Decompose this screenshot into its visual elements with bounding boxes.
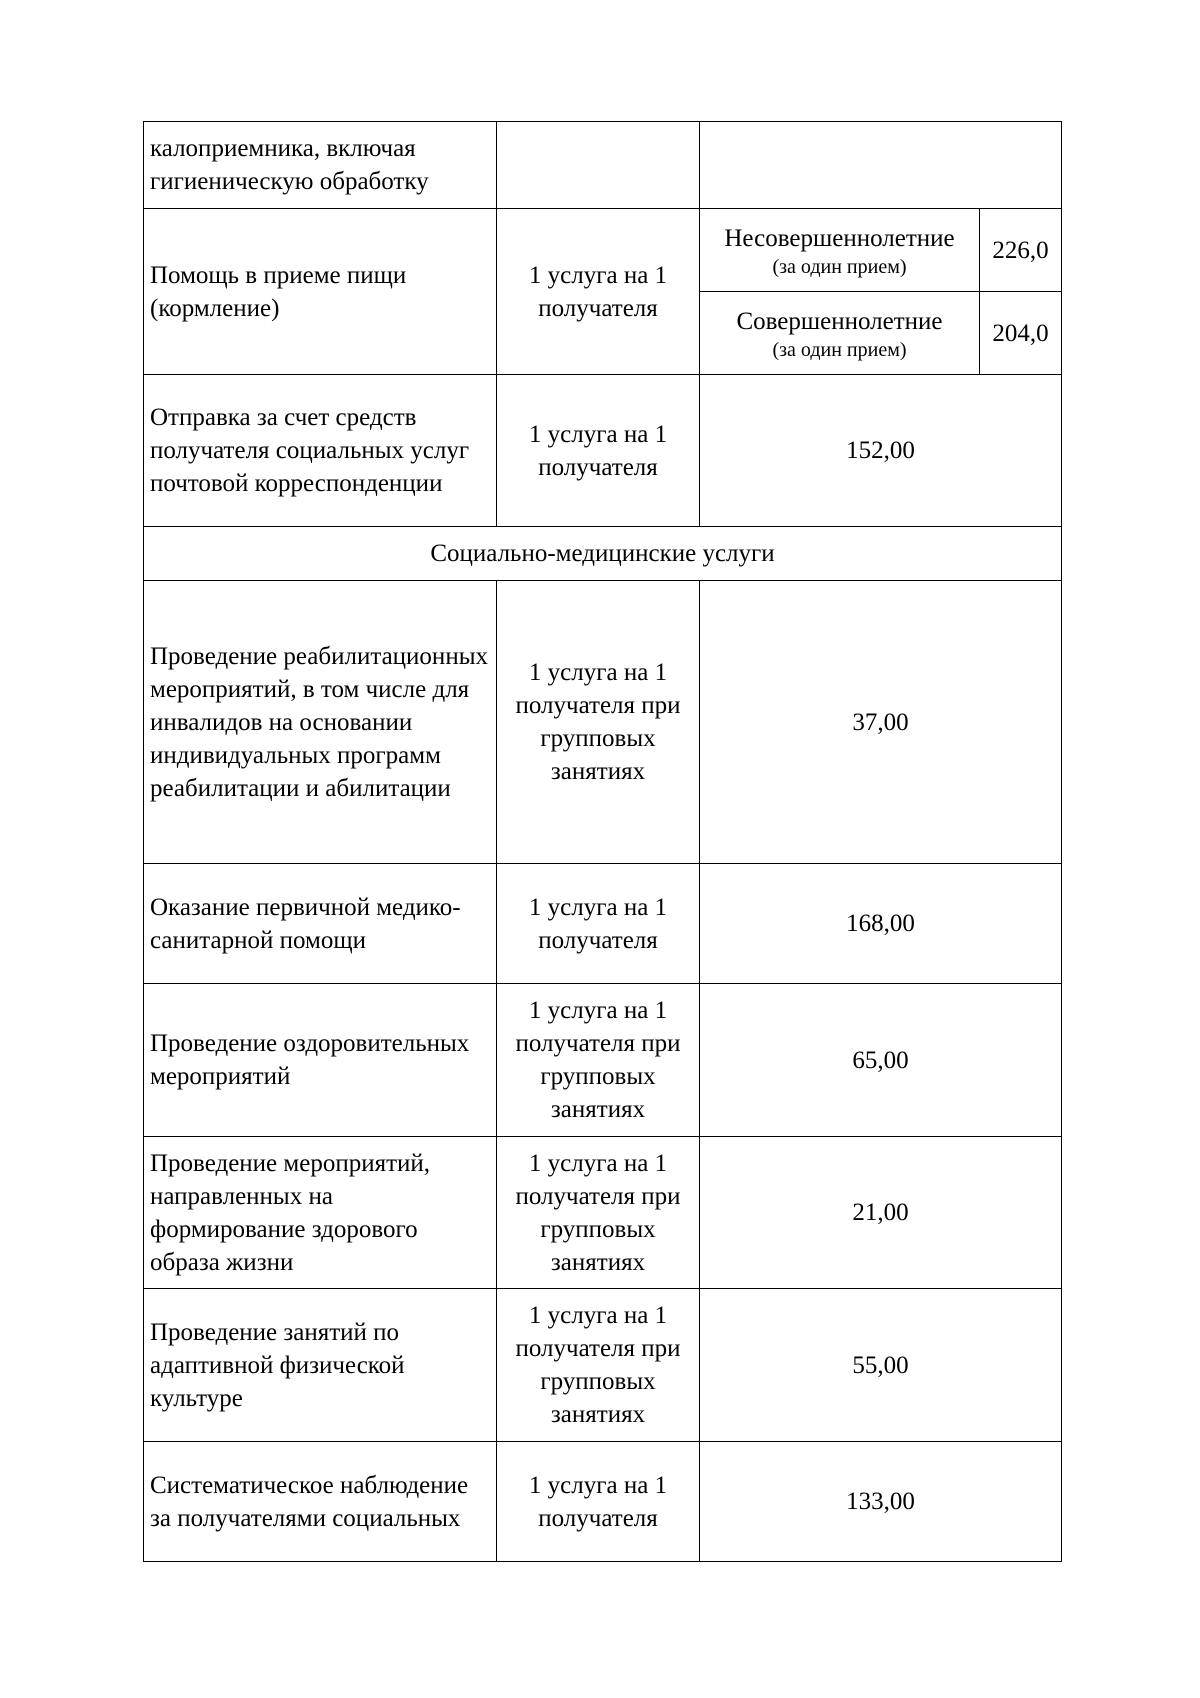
table-row (144, 1442, 1062, 1562)
service-unit: 1 услуга на 1 получателя при групповых занятиях (497, 581, 700, 864)
service-price: 168,00 (700, 864, 1062, 984)
service-unit: 1 услуга на 1 получателя (497, 375, 700, 527)
section-header-row (144, 527, 1062, 581)
category-cell (700, 292, 980, 375)
service-name: Отправка за счет средств получателя социальных услуг почтовой корреспонденции (144, 375, 497, 527)
table-row (144, 864, 1062, 984)
service-unit: 1 услуга на 1 получателя при групповых занятиях (497, 1137, 700, 1289)
section-title: Социально-медицинские услуги (144, 527, 1062, 581)
category-note: (за один прием) (772, 338, 907, 361)
service-price: 37,00 (700, 581, 1062, 864)
service-name: Проведение оздоровительных мероприятий (144, 984, 497, 1137)
service-price: 152,00 (700, 375, 1062, 527)
service-price: 21,00 (700, 1137, 1062, 1289)
service-name: Оказание первичной медико-санитарной помощи (144, 864, 497, 984)
table-row (144, 209, 1062, 292)
service-name: Помощь в приеме пищи (кормление) (144, 209, 497, 375)
category-title: Совершеннолетние (736, 307, 943, 335)
tariff-table (143, 121, 1062, 1562)
service-unit (497, 122, 700, 209)
service-name: Систематическое наблюдение за получателями социальных (144, 1442, 497, 1562)
category-cell (700, 209, 980, 292)
service-price: 133,00 (700, 1442, 1062, 1562)
service-unit: 1 услуга на 1 получателя (497, 864, 700, 984)
table-row (144, 1137, 1062, 1289)
table-row (144, 375, 1062, 527)
service-name: Проведение занятий по адаптивной физической культуре (144, 1289, 497, 1442)
category-note: (за один прием) (772, 255, 907, 278)
service-name: Проведение мероприятий, направленных на формирование здорового образа жизни (144, 1137, 497, 1289)
service-unit: 1 услуга на 1 получателя при групповых занятиях (497, 1289, 700, 1442)
table-row (144, 581, 1062, 864)
service-price: 65,00 (700, 984, 1062, 1137)
category-price: 204,0 (980, 292, 1062, 375)
service-price (700, 122, 1062, 209)
table-row (144, 122, 1062, 209)
service-unit: 1 услуга на 1 получателя (497, 209, 700, 375)
service-price: 55,00 (700, 1289, 1062, 1442)
service-unit: 1 услуга на 1 получателя при групповых занятиях (497, 984, 700, 1137)
service-unit: 1 услуга на 1 получателя (497, 1442, 700, 1562)
table-row (144, 1289, 1062, 1442)
category-title: Несовершеннолетние (724, 224, 955, 252)
service-name: калоприемника, включая гигиеническую обработку (144, 122, 497, 209)
service-name: Проведение реабилитационных мероприятий, в том числе для инвалидов на основании индивидуальных программ реабилитации и абилитации (144, 581, 497, 864)
category-price: 226,0 (980, 209, 1062, 292)
table-row (144, 984, 1062, 1137)
